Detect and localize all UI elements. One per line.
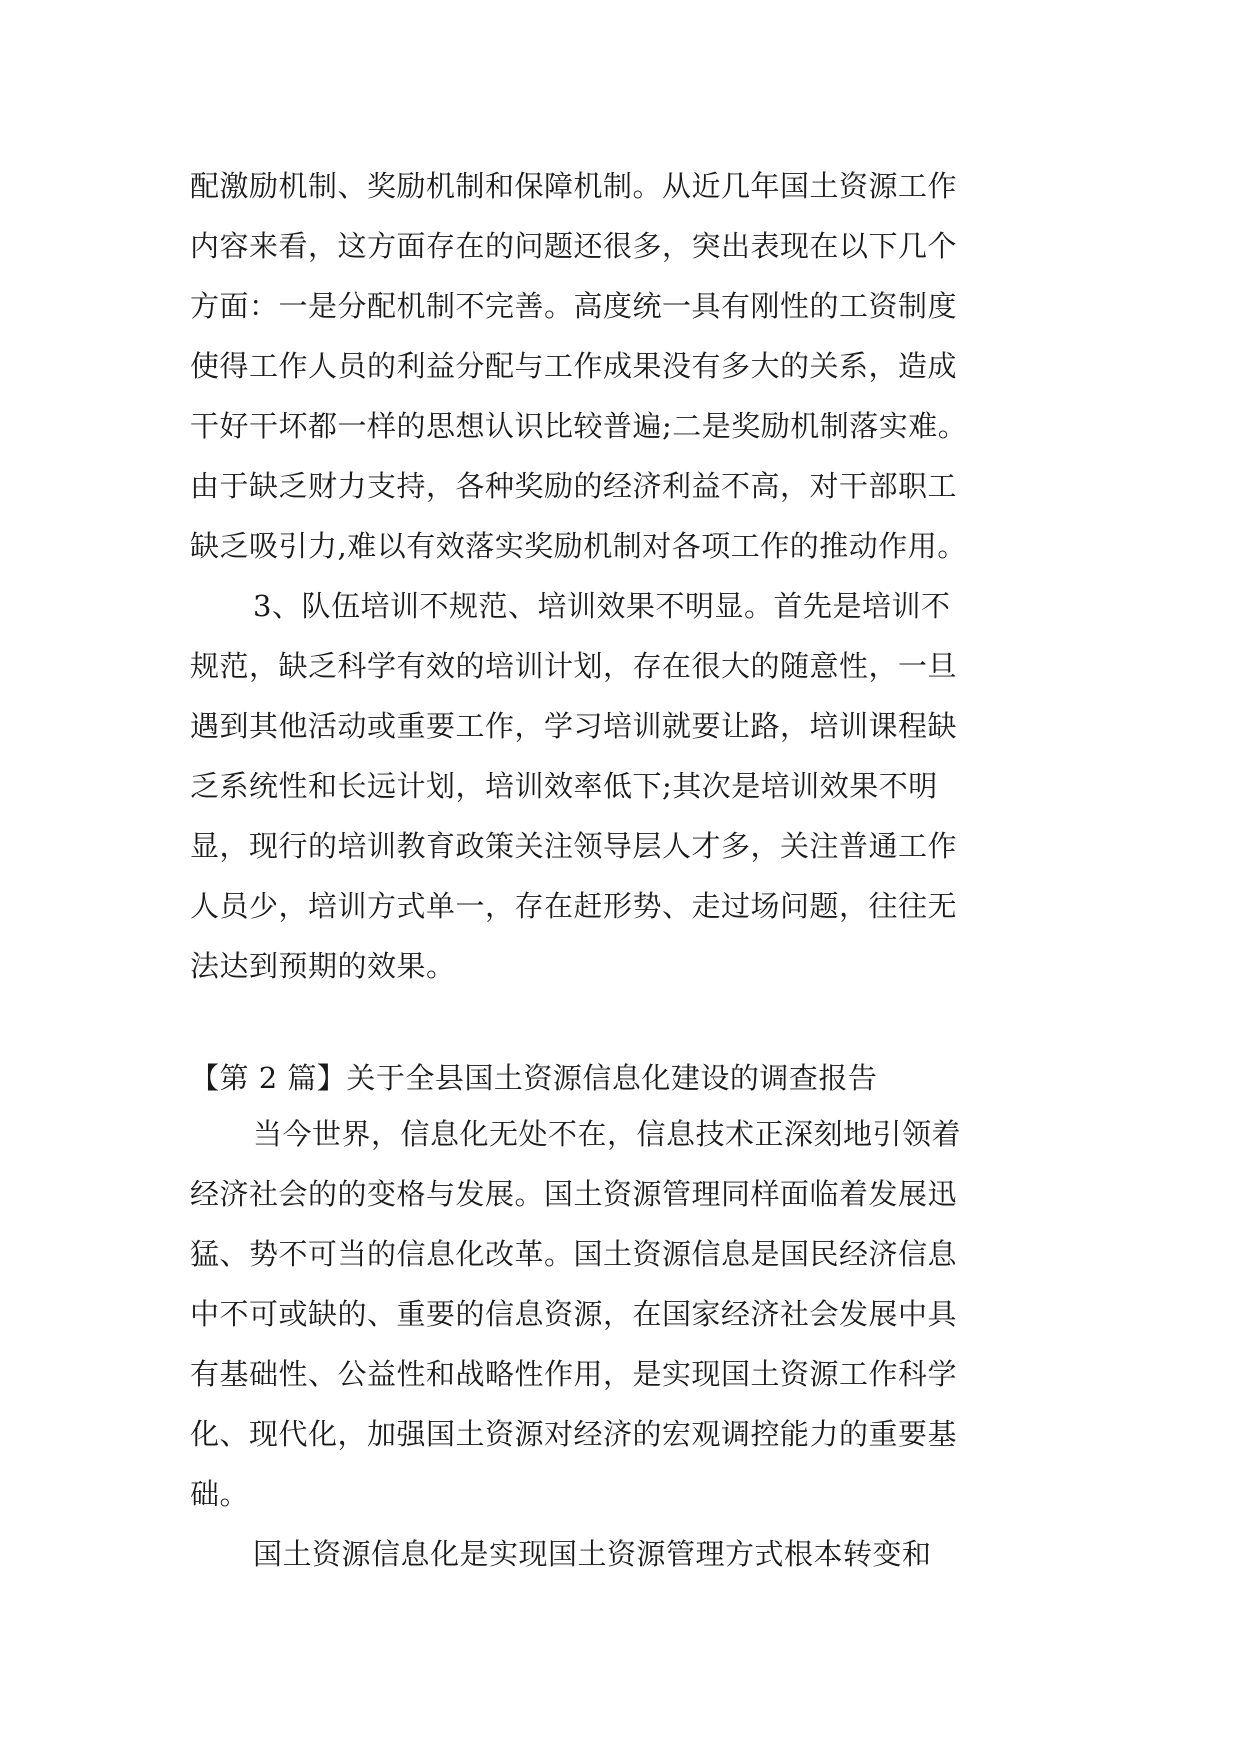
article-heading: 【第 2 篇】关于全县国土资源信息化建设的调查报告 (190, 1061, 878, 1095)
paragraph-line: 人员少，培训方式单一，存在赶形势、走过场问题，往往无 (190, 889, 958, 923)
paragraph-line: 经济社会的的变格与发展。国土资源管理同样面临着发展迅 (190, 1177, 958, 1211)
paragraph-line: 由于缺乏财力支持，各种奖励的经济利益不高，对干部职工 (190, 469, 958, 503)
paragraph-line: 干好干坏都一样的思想认识比较普遍;二是奖励机制落实难。 (190, 409, 968, 443)
paragraph-line: 国土资源信息化是实现国土资源管理方式根本转变和 (253, 1537, 932, 1571)
paragraph-line: 当今世界，信息化无处不在，信息技术正深刻地引领着 (253, 1117, 962, 1151)
paragraph-line: 内容来看，这方面存在的问题还很多，突出表现在以下几个 (190, 229, 958, 263)
paragraph-line: 显，现行的培训教育政策关注领导层人才多，关注普通工作 (190, 829, 958, 863)
paragraph-line: 配激励机制、奖励机制和保障机制。从近几年国土资源工作 (190, 169, 958, 203)
paragraph-line: 3、队伍培训不规范、培训效果不明显。首先是培训不 (253, 589, 951, 623)
paragraph-line: 方面：一是分配机制不完善。高度统一具有刚性的工资制度 (190, 289, 958, 323)
paragraph-line: 缺乏吸引力,难以有效落实奖励机制对各项工作的推动作用。 (190, 529, 967, 563)
paragraph-line: 规范，缺乏科学有效的培训计划，存在很大的随意性，一旦 (190, 649, 958, 683)
paragraph-line: 使得工作人员的利益分配与工作成果没有多大的关系，造成 (190, 349, 958, 383)
paragraph-line: 化、现代化，加强国土资源对经济的宏观调控能力的重要基 (190, 1417, 958, 1451)
paragraph-line: 遇到其他活动或重要工作，学习培训就要让路，培训课程缺 (190, 709, 958, 743)
paragraph-line: 有基础性、公益性和战略性作用，是实现国土资源工作科学 (190, 1357, 958, 1391)
paragraph-line: 础。 (190, 1477, 250, 1511)
paragraph-line: 猛、势不可当的信息化改革。国土资源信息是国民经济信息 (190, 1237, 958, 1271)
paragraph-line: 乏系统性和长远计划，培训效率低下;其次是培训效果不明 (190, 769, 938, 803)
paragraph-line: 中不可或缺的、重要的信息资源，在国家经济社会发展中具 (190, 1297, 958, 1331)
paragraph-line: 法达到预期的效果。 (190, 949, 456, 983)
